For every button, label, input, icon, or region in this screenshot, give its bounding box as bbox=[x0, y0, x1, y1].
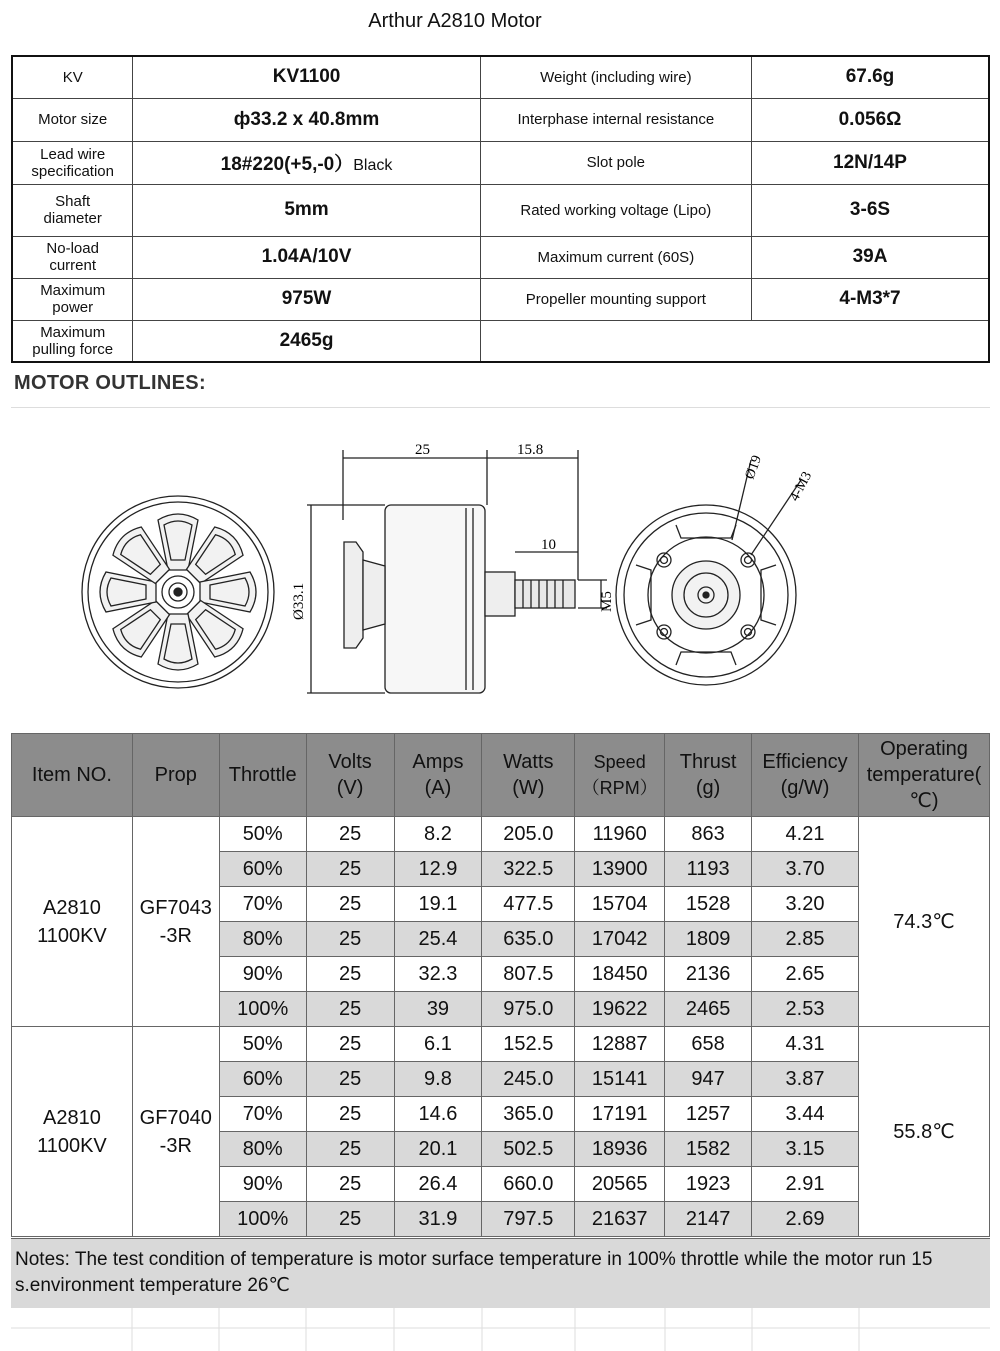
prop-line: -3R bbox=[159, 924, 192, 947]
header-watts bbox=[482, 734, 575, 817]
header-efficiency bbox=[752, 734, 859, 817]
volts-cell: 25 bbox=[306, 1027, 394, 1062]
thrust-cell: 1528 bbox=[665, 887, 752, 922]
throttle-cell: 70% bbox=[219, 1097, 306, 1132]
lead-color: Black bbox=[353, 157, 393, 174]
spec-value: 0.056Ω bbox=[752, 98, 990, 141]
watts-cell: 797.5 bbox=[482, 1202, 575, 1237]
amps-cell: 19.1 bbox=[394, 887, 482, 922]
amps-cell: 26.4 bbox=[394, 1167, 482, 1202]
throttle-cell: 80% bbox=[219, 1132, 306, 1167]
eff-cell: 3.15 bbox=[752, 1132, 859, 1167]
spec-value: ф33.2 x 40.8mm bbox=[133, 98, 480, 141]
spec-value: 5mm bbox=[133, 184, 480, 236]
thrust-cell: 2147 bbox=[665, 1202, 752, 1237]
eff-cell: 3.20 bbox=[752, 887, 859, 922]
spec-value: 67.6g bbox=[752, 56, 990, 98]
throttle-cell: 50% bbox=[219, 817, 306, 852]
prop-line: GF7043 bbox=[139, 896, 212, 919]
header-line: temperature( bbox=[866, 764, 982, 786]
header-line: Volts bbox=[328, 751, 372, 773]
temperature-cell: 74.3℃ bbox=[858, 817, 989, 1027]
header-line: Thrust bbox=[679, 751, 737, 773]
spec-label-line: specification bbox=[31, 162, 114, 180]
thrust-cell: 1809 bbox=[665, 922, 752, 957]
header-amps bbox=[394, 734, 482, 817]
amps-cell: 32.3 bbox=[394, 957, 482, 992]
volts-cell: 25 bbox=[306, 1097, 394, 1132]
page-title: Arthur A2810 Motor bbox=[368, 10, 542, 32]
outlines-heading: MOTOR OUTLINES: bbox=[14, 372, 206, 394]
spec-label bbox=[12, 278, 133, 320]
volts-cell: 25 bbox=[306, 1132, 394, 1167]
volts-cell: 25 bbox=[306, 817, 394, 852]
spec-label: Motor size bbox=[12, 98, 133, 141]
throttle-cell: 90% bbox=[219, 957, 306, 992]
thrust-cell: 1257 bbox=[665, 1097, 752, 1132]
item-cell bbox=[12, 1027, 133, 1237]
watts-cell: 205.0 bbox=[482, 817, 575, 852]
notes: Notes: The test condition of temperature is motor surface temperature in 100% throttle while the motor run 15 s.environment temperature 26℃ bbox=[11, 1238, 990, 1308]
lead-spec: 18#220(+5,-0） bbox=[220, 154, 354, 175]
spec-label bbox=[12, 320, 133, 362]
throttle-cell: 100% bbox=[219, 992, 306, 1027]
item-line: 1100KV bbox=[37, 924, 107, 947]
header-line: Amps bbox=[412, 751, 464, 773]
header-prop: Prop bbox=[132, 734, 219, 817]
thrust-cell: 863 bbox=[665, 817, 752, 852]
spec-label bbox=[12, 141, 133, 184]
volts-cell: 25 bbox=[306, 922, 394, 957]
watts-cell: 152.5 bbox=[482, 1027, 575, 1062]
speed-cell: 12887 bbox=[575, 1027, 665, 1062]
eff-cell: 2.69 bbox=[752, 1202, 859, 1237]
volts-cell: 25 bbox=[306, 957, 394, 992]
eff-cell: 4.31 bbox=[752, 1027, 859, 1062]
spec-label-line: Shaft bbox=[55, 193, 91, 210]
speed-cell: 15704 bbox=[575, 887, 665, 922]
spec-value: 2465g bbox=[133, 320, 480, 362]
header-line: (g) bbox=[695, 777, 721, 799]
thrust-cell: 2465 bbox=[665, 992, 752, 1027]
header-throttle: Throttle bbox=[219, 734, 306, 817]
header-thrust bbox=[665, 734, 752, 817]
speed-cell: 19622 bbox=[575, 992, 665, 1027]
header-line: Efficiency bbox=[762, 751, 848, 773]
item-line: A2810 bbox=[42, 1106, 101, 1129]
watts-cell: 807.5 bbox=[482, 957, 575, 992]
header-line: (g/W) bbox=[780, 777, 830, 799]
eff-cell: 4.21 bbox=[752, 817, 859, 852]
speed-cell: 17042 bbox=[575, 922, 665, 957]
eff-cell: 2.53 bbox=[752, 992, 859, 1027]
spec-label: Maximum current (60S) bbox=[480, 236, 751, 278]
performance-table bbox=[11, 733, 990, 1237]
header-line: (A) bbox=[424, 777, 452, 799]
spec-label-line: Lead wire bbox=[40, 145, 106, 163]
amps-cell: 14.6 bbox=[394, 1097, 482, 1132]
spec-empty-cell bbox=[480, 320, 989, 362]
dimension-25: 25 bbox=[415, 442, 430, 458]
amps-cell: 12.9 bbox=[394, 852, 482, 887]
motor-top-view bbox=[82, 496, 274, 688]
spec-label-line: pulling force bbox=[32, 340, 114, 358]
divider bbox=[11, 407, 990, 408]
speed-cell: 13900 bbox=[575, 852, 665, 887]
thrust-cell: 658 bbox=[665, 1027, 752, 1062]
eff-cell: 2.85 bbox=[752, 922, 859, 957]
amps-cell: 31.9 bbox=[394, 1202, 482, 1237]
volts-cell: 25 bbox=[306, 1062, 394, 1097]
spec-label: KV bbox=[12, 56, 133, 98]
header-speed bbox=[575, 734, 665, 817]
header-line: (V) bbox=[336, 777, 364, 799]
motor-base-view bbox=[616, 460, 801, 685]
header-line: （RPM） bbox=[581, 778, 658, 798]
throttle-cell: 80% bbox=[219, 922, 306, 957]
watts-cell: 322.5 bbox=[482, 852, 575, 887]
motor-side-view bbox=[307, 450, 607, 693]
throttle-cell: 70% bbox=[219, 887, 306, 922]
spec-value: 3-6S bbox=[752, 184, 990, 236]
volts-cell: 25 bbox=[306, 887, 394, 922]
volts-cell: 25 bbox=[306, 992, 394, 1027]
table-row bbox=[12, 817, 990, 852]
watts-cell: 365.0 bbox=[482, 1097, 575, 1132]
eff-cell: 2.65 bbox=[752, 957, 859, 992]
watts-cell: 245.0 bbox=[482, 1062, 575, 1097]
spec-label: Weight (including wire) bbox=[480, 56, 751, 98]
header-line: ℃) bbox=[909, 790, 939, 812]
speed-cell: 21637 bbox=[575, 1202, 665, 1237]
prop-cell bbox=[132, 1027, 219, 1237]
eff-cell: 3.87 bbox=[752, 1062, 859, 1097]
thrust-cell: 1582 bbox=[665, 1132, 752, 1167]
performance-header-row bbox=[12, 734, 990, 817]
amps-cell: 6.1 bbox=[394, 1027, 482, 1062]
amps-cell: 20.1 bbox=[394, 1132, 482, 1167]
spec-label bbox=[12, 184, 133, 236]
spec-table bbox=[11, 55, 990, 363]
watts-cell: 660.0 bbox=[482, 1167, 575, 1202]
header-line: (W) bbox=[512, 777, 545, 799]
volts-cell: 25 bbox=[306, 852, 394, 887]
thrust-cell: 2136 bbox=[665, 957, 752, 992]
prop-line: -3R bbox=[159, 1134, 192, 1157]
amps-cell: 8.2 bbox=[394, 817, 482, 852]
table-row bbox=[12, 1027, 990, 1062]
eff-cell: 2.91 bbox=[752, 1167, 859, 1202]
spec-label: Interphase internal resistance bbox=[480, 98, 751, 141]
header-temperature bbox=[858, 734, 989, 817]
spec-value: 4-M3*7 bbox=[752, 278, 990, 320]
footer-grid bbox=[11, 1308, 990, 1351]
dimension-m5: M5 bbox=[599, 591, 615, 612]
dimension-diameter-19: Ø19 bbox=[742, 453, 766, 482]
prop-line: GF7040 bbox=[139, 1106, 212, 1129]
thrust-cell: 1923 bbox=[665, 1167, 752, 1202]
amps-cell: 9.8 bbox=[394, 1062, 482, 1097]
speed-cell: 18936 bbox=[575, 1132, 665, 1167]
watts-cell: 635.0 bbox=[482, 922, 575, 957]
spec-label-line: power bbox=[52, 299, 94, 316]
motor-outline-drawing bbox=[11, 420, 990, 732]
spec-label bbox=[12, 236, 133, 278]
speed-cell: 20565 bbox=[575, 1167, 665, 1202]
watts-cell: 477.5 bbox=[482, 887, 575, 922]
throttle-cell: 60% bbox=[219, 1062, 306, 1097]
header-line: Watts bbox=[503, 751, 554, 773]
dimension-4-m3: 4-M3 bbox=[787, 469, 816, 504]
header-volts bbox=[306, 734, 394, 817]
item-line: A2810 bbox=[42, 896, 101, 919]
spec-value: KV1100 bbox=[133, 56, 480, 98]
throttle-cell: 50% bbox=[219, 1027, 306, 1062]
throttle-cell: 90% bbox=[219, 1167, 306, 1202]
spec-value: 39A bbox=[752, 236, 990, 278]
item-cell bbox=[12, 817, 133, 1027]
spec-label-line: Maximum bbox=[40, 323, 106, 341]
thrust-cell: 947 bbox=[665, 1062, 752, 1097]
item-line: 1100KV bbox=[37, 1134, 107, 1157]
speed-cell: 11960 bbox=[575, 817, 665, 852]
thrust-cell: 1193 bbox=[665, 852, 752, 887]
watts-cell: 502.5 bbox=[482, 1132, 575, 1167]
spec-label-line: current bbox=[49, 257, 97, 274]
eff-cell: 3.70 bbox=[752, 852, 859, 887]
performance-body bbox=[12, 817, 990, 1237]
spec-label-line: diameter bbox=[43, 210, 102, 227]
spec-label: Propeller mounting support bbox=[480, 278, 751, 320]
volts-cell: 25 bbox=[306, 1167, 394, 1202]
amps-cell: 25.4 bbox=[394, 922, 482, 957]
header-line: Speed bbox=[593, 752, 646, 772]
volts-cell: 25 bbox=[306, 1202, 394, 1237]
speed-cell: 15141 bbox=[575, 1062, 665, 1097]
spec-label: Slot pole bbox=[480, 141, 751, 184]
prop-cell bbox=[132, 817, 219, 1027]
dimension-15-8: 15.8 bbox=[517, 442, 544, 458]
spec-value bbox=[133, 141, 480, 184]
header-item: Item NO. bbox=[12, 734, 133, 817]
dimension-10: 10 bbox=[541, 537, 556, 553]
throttle-cell: 60% bbox=[219, 852, 306, 887]
spec-label-line: Maximum bbox=[40, 282, 106, 299]
eff-cell: 3.44 bbox=[752, 1097, 859, 1132]
spec-label: Rated working voltage (Lipo) bbox=[480, 184, 751, 236]
amps-cell: 39 bbox=[394, 992, 482, 1027]
header-line: Operating bbox=[880, 738, 968, 760]
watts-cell: 975.0 bbox=[482, 992, 575, 1027]
spec-value: 12N/14P bbox=[752, 141, 990, 184]
temperature-cell: 55.8℃ bbox=[858, 1027, 989, 1237]
dimension-diameter-331: Ø33.1 bbox=[291, 582, 307, 620]
speed-cell: 17191 bbox=[575, 1097, 665, 1132]
spec-value: 975W bbox=[133, 278, 480, 320]
spec-value: 1.04A/10V bbox=[133, 236, 480, 278]
speed-cell: 18450 bbox=[575, 957, 665, 992]
spec-label-line: No-load bbox=[46, 240, 99, 257]
throttle-cell: 100% bbox=[219, 1202, 306, 1237]
